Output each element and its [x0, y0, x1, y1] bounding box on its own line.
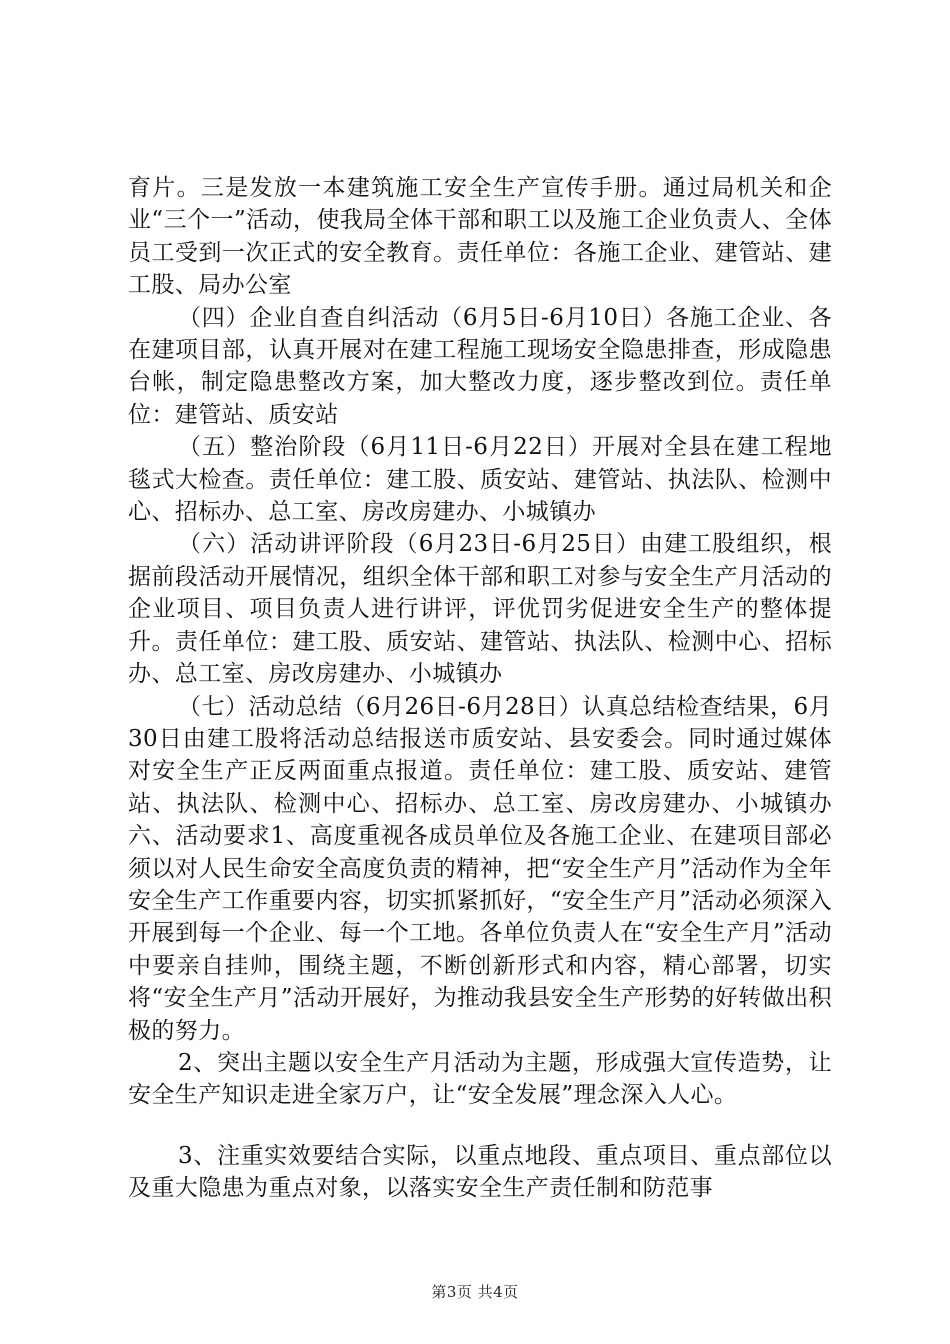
paragraph-section-5: （五）整治阶段（6月11日-6月22日）开展对全县在建工程地毯式大检查。责任单位：建工股、质安站、建管站、执法队、检测中心、招标办、总工室、房改房建办、小城镇办 — [128, 434, 832, 526]
page-number-footer: 第3页 共4页 — [431, 1283, 519, 1301]
paragraph-section-7: （七）活动总结（6月26日-6月28日）认真总结检查结果，6月30日由建工股将活动总结报送市质安站、县安委会。同时通过媒体对安全生产正反两面重点报道。责任单位：建工股、质安站、建管站、执法队、检测中心、招标办、总工室、房改房建办、小城镇办六、活动要求1、高度重视各成员单位及各施工企业、在建项目部必须以对人民生命安全高度负责的精神，把“安全生产月”活动作为全年安全生产工作重要内容，切实抓紧抓好，“安全生产月”活动必须深入开展到每一个企业、每一个工地。各单位负责人在“安全生产月”活动中要亲自挂帅，围绕主题，不断创新形式和内容，精心部署，切实将“安全生产月”活动开展好，为推动我县安全生产形势的好转做出积极的努力。 — [128, 693, 832, 1044]
paragraph-section-4: （四）企业自查自纠活动（6月5日-6月10日）各施工企业、各在建项目部，认真开展对在建工程施工现场安全隐患排查，形成隐患台帐，制定隐患整改方案，加大整改力度，逐步整改到位。责任单位：建管站、质安站 — [128, 304, 832, 428]
paragraph-requirement-2: 2、突出主题以安全生产月活动为主题，形成强大宣传造势，让安全生产知识走进全家万户，让“安全发展”理念深入人心。 — [128, 1049, 832, 1109]
paragraph-section-6: （六）活动讲评阶段（6月23日-6月25日）由建工股组织，根据前段活动开展情况，组织全体干部和职工对参与安全生产月活动的企业项目、项目负责人进行讲评，评优罚劣促进安全生产的整体提升。责任单位：建工股、质安站、建管站、执法队、检测中心、招标办、总工室、房改房建办、小城镇办 — [128, 531, 832, 688]
document-body — [128, 172, 832, 1205]
paragraph-continuation: 育片。三是发放一本建筑施工安全生产宣传手册。通过局机关和企业“三个一”活动，使我局全体干部和职工以及施工企业负责人、全体员工受到一次正式的安全教育。责任单位：各施工企业、建管站、建工股、局办公室 — [128, 175, 832, 299]
paragraph-requirement-3: 3、注重实效要结合实际，以重点地段、重点项目、重点部位以及重大隐患为重点对象，以落实安全生产责任制和防范事 — [128, 1142, 832, 1202]
